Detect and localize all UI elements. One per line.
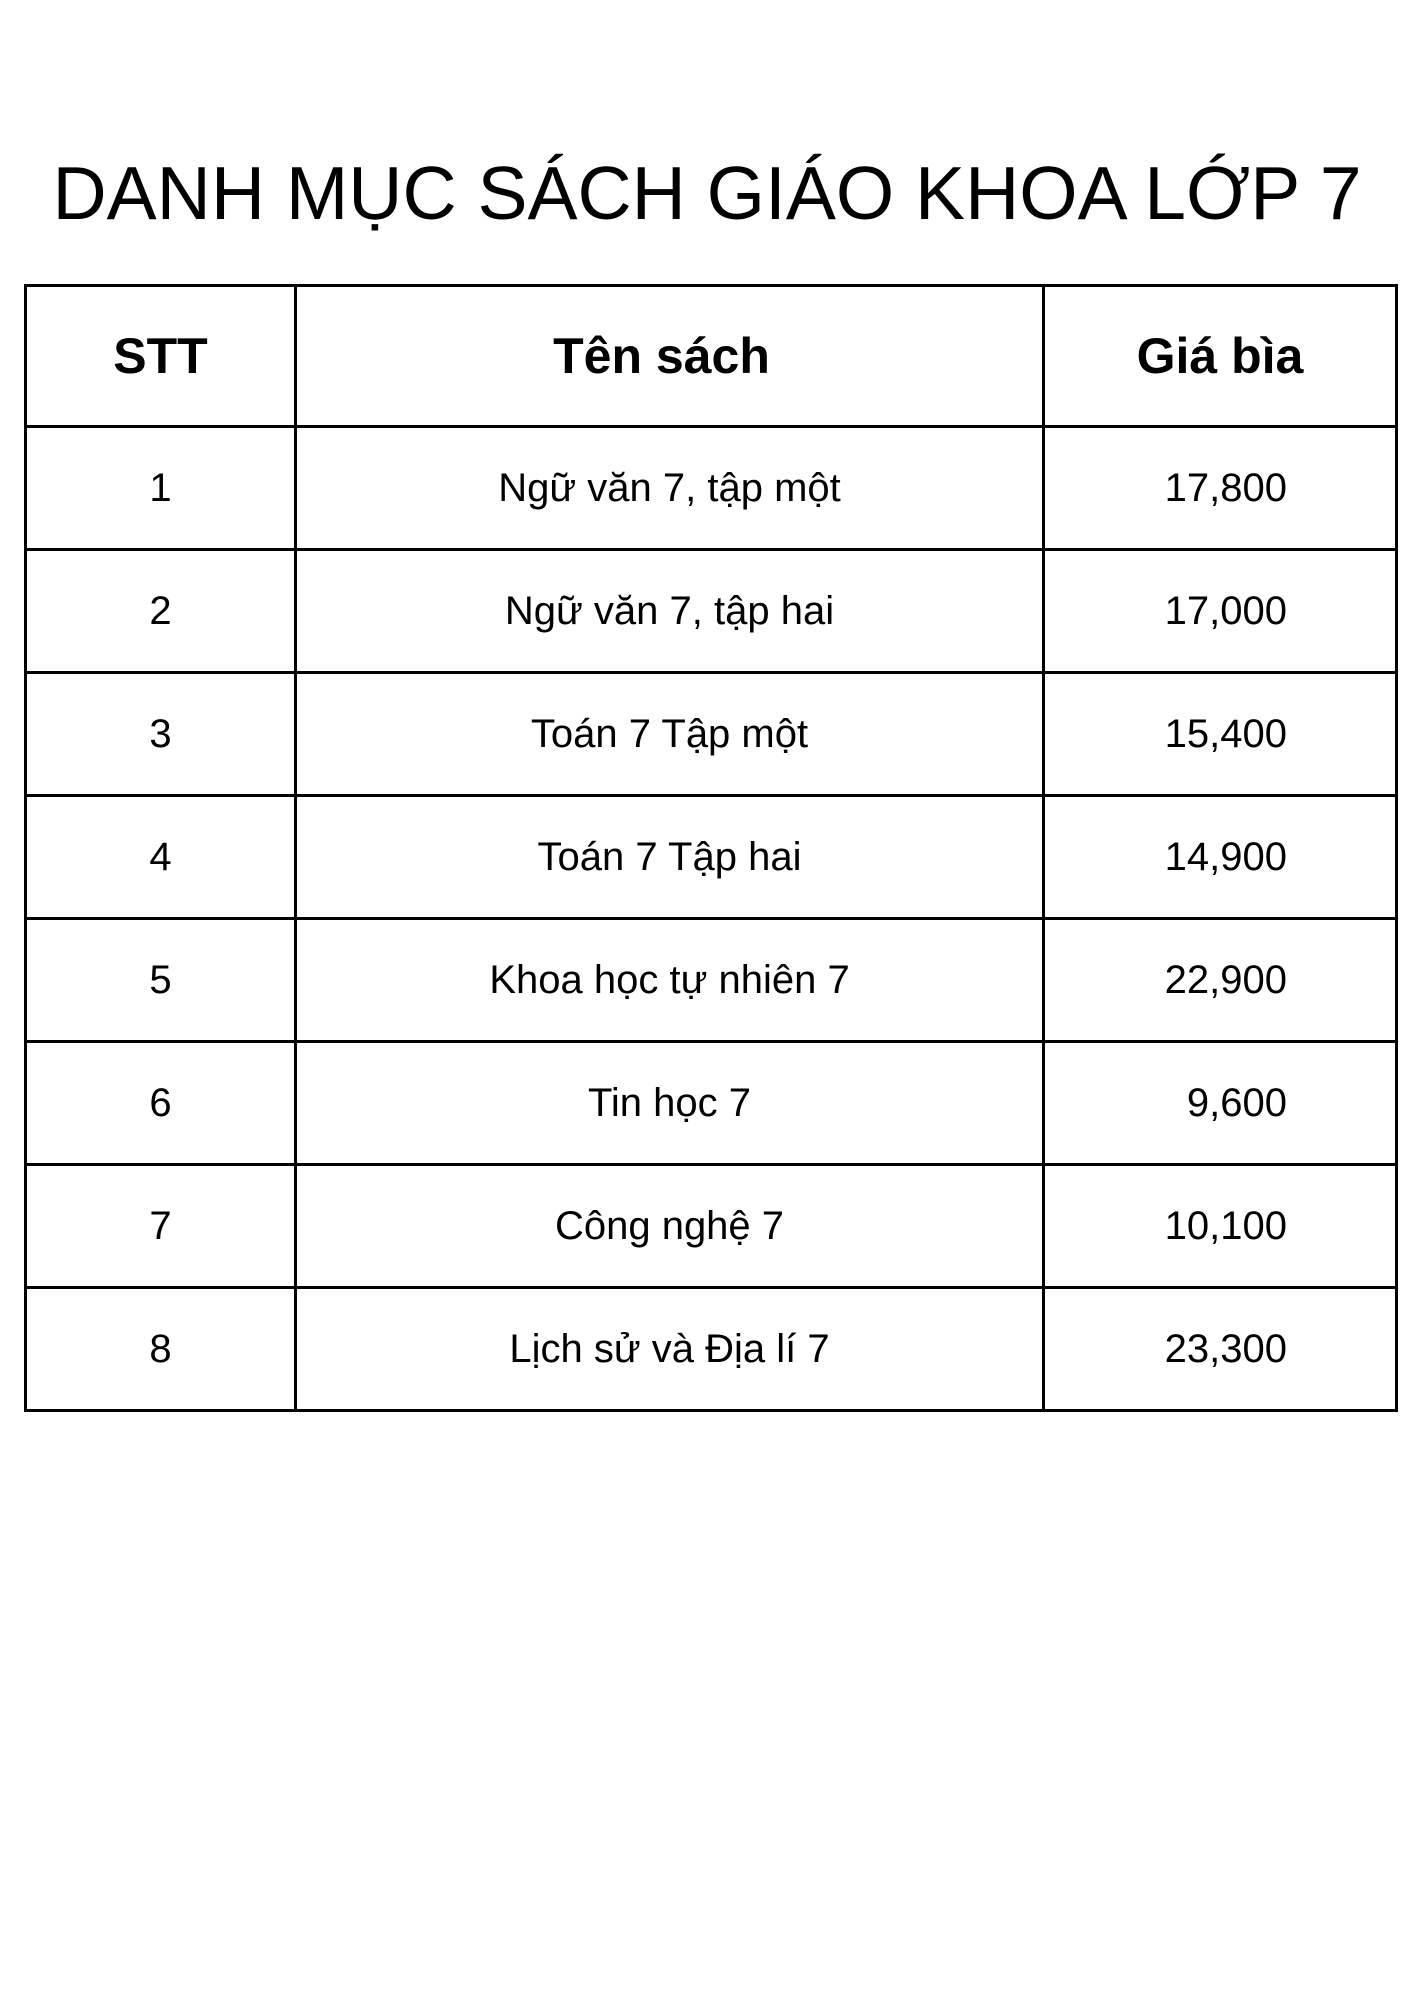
cell-book-name: Lịch sử và Địa lí 7 (296, 1288, 1044, 1411)
cell-book-name: Toán 7 Tập một (296, 673, 1044, 796)
cell-price: 10,100 (1044, 1165, 1397, 1288)
cell-price: 17,800 (1044, 427, 1397, 550)
cell-price: 22,900 (1044, 919, 1397, 1042)
table-row (26, 796, 1397, 919)
cell-price: 17,000 (1044, 550, 1397, 673)
page-title: DANH MỤC SÁCH GIÁO KHOA LỚP 7 (52, 151, 1362, 235)
cell-stt: 5 (26, 919, 296, 1042)
cell-book-name: Công nghệ 7 (296, 1165, 1044, 1288)
table-row (26, 919, 1397, 1042)
column-header-stt: STT (26, 286, 296, 427)
cell-book-name: Ngữ văn 7, tập một (296, 427, 1044, 550)
table-row (26, 427, 1397, 550)
cell-book-name: Ngữ văn 7, tập hai (296, 550, 1044, 673)
cell-price: 14,900 (1044, 796, 1397, 919)
cell-stt: 8 (26, 1288, 296, 1411)
textbook-table (24, 284, 1398, 1412)
cell-book-name: Toán 7 Tập hai (296, 796, 1044, 919)
cell-stt: 3 (26, 673, 296, 796)
cell-book-name: Khoa học tự nhiên 7 (296, 919, 1044, 1042)
table-header-row (26, 286, 1397, 427)
cell-stt: 7 (26, 1165, 296, 1288)
table-row (26, 550, 1397, 673)
cell-price: 9,600 (1044, 1042, 1397, 1165)
cell-price: 23,300 (1044, 1288, 1397, 1411)
cell-stt: 2 (26, 550, 296, 673)
table-row (26, 1288, 1397, 1411)
cell-price: 15,400 (1044, 673, 1397, 796)
cell-stt: 4 (26, 796, 296, 919)
table-row (26, 1042, 1397, 1165)
column-header-price: Giá bìa (1044, 286, 1397, 427)
cell-stt: 1 (26, 427, 296, 550)
table-row (26, 1165, 1397, 1288)
table-row (26, 673, 1397, 796)
cell-book-name: Tin học 7 (296, 1042, 1044, 1165)
column-header-book-name: Tên sách (296, 286, 1044, 427)
cell-stt: 6 (26, 1042, 296, 1165)
